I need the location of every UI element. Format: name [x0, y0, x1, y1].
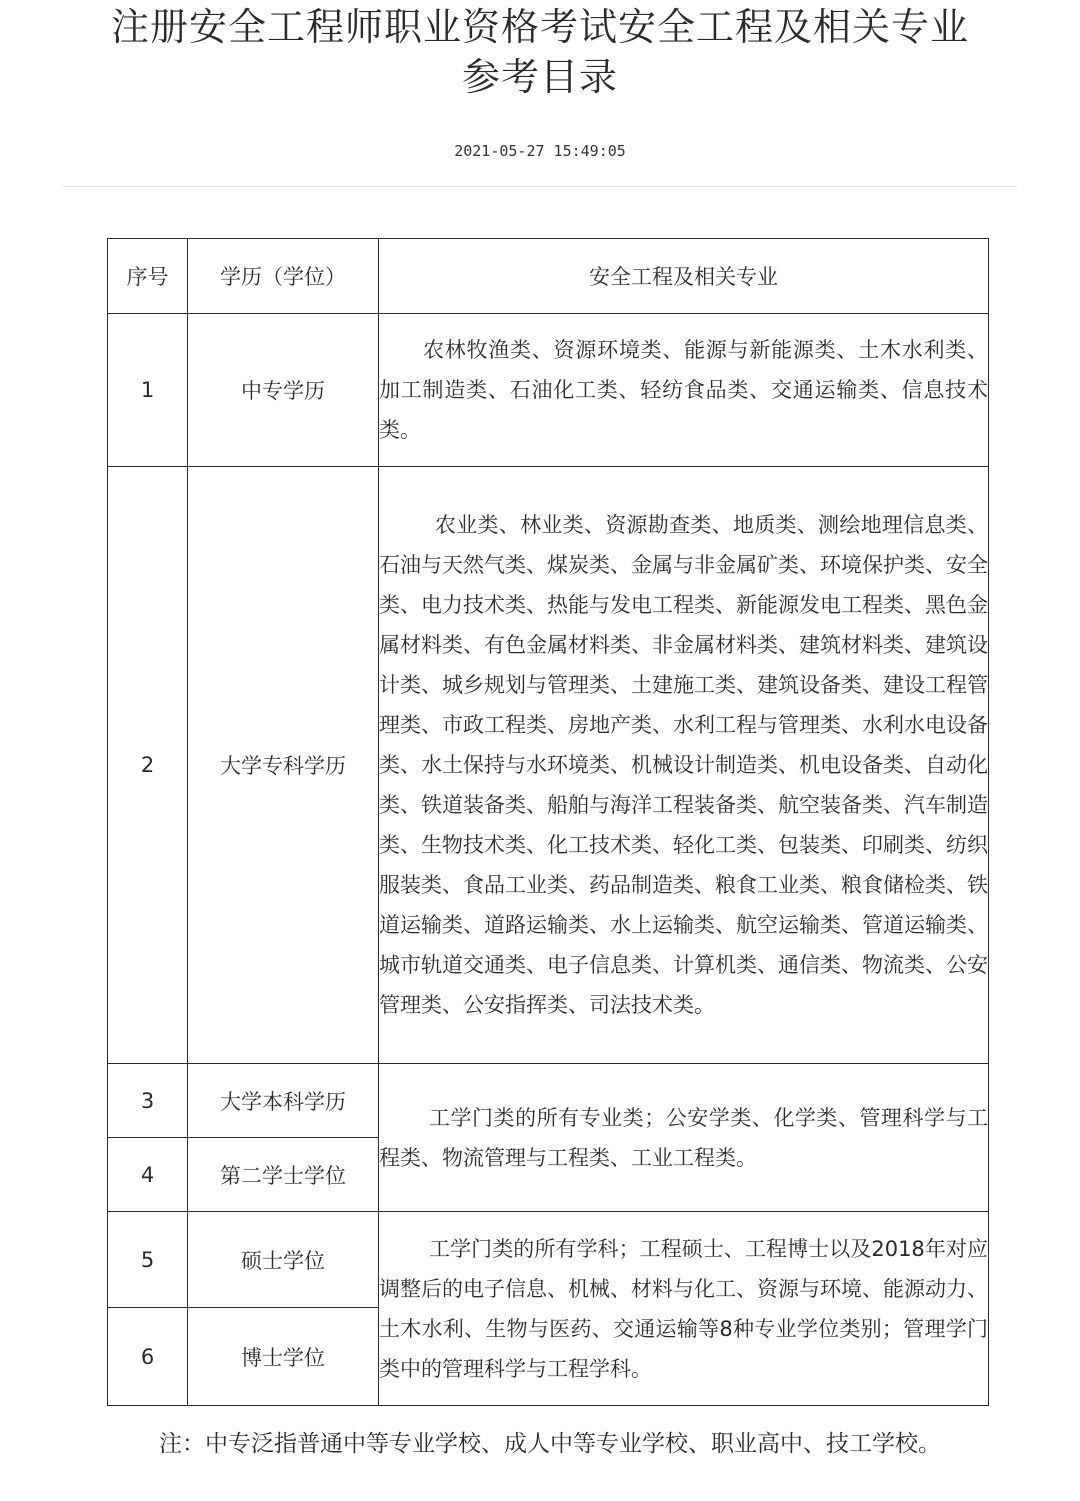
row-majors: 农林牧渔类、资源环境类、能源与新能源类、土木水利类、加工制造类、石油化工类、轻纺食品类、交通运输类、信息技术类。 [379, 338, 988, 442]
row-education: 大学本科学历 [188, 1064, 379, 1138]
publish-timestamp: 2021-05-27 15:49:05 [454, 142, 626, 160]
header-no: 序号 [108, 239, 188, 314]
page-title-line1: 注册安全工程师职业资格考试安全工程及相关专业 [110, 5, 969, 49]
page-title-line2: 参考目录 [461, 55, 618, 99]
row-no: 3 [108, 1064, 188, 1138]
row-education: 中专学历 [188, 314, 379, 467]
row-majors: 农业类、林业类、资源勘查类、地质类、测绘地理信息类、石油与天然气类、煤炭类、金属与非金属矿类、环境保护类、安全类、电力技术类、热能与发电工程类、新能源发电工程类、黑色金属材料类、有色金属材料类、非金属材料类、建筑材料类、建筑设计类、城乡规划与管理类、土建施工类、建筑设备类、建设工程管理类、市政工程类、房地产类、水利工程与管理类、水利水电设备类、水土保持与水环境类、机械设计制造类、机电设备类、自动化类、铁道装备类、船舶与海洋工程装备类、航空装备类、汽车制造类、生物技术类、化工技术类、轻化工类、包装类、印刷类、纺织服装类、食品工业类、药品制造类、粮食工业类、粮食储检类、铁道运输类、道路运输类、水上运输类、航空运输类、管道运输类、城市轨道交通类、电子信息类、计算机类、通信类、物流类、公安管理类、公安指挥类、司法技术类。 [379, 513, 988, 1017]
header-education: 学历（学位） [188, 239, 379, 314]
table-row [108, 1064, 989, 1138]
table-row [108, 467, 989, 1064]
row-majors-cell [379, 1064, 989, 1212]
header-divider [62, 186, 1017, 187]
row-no: 5 [108, 1212, 188, 1308]
row-no: 1 [108, 314, 188, 467]
row-majors-cell [379, 314, 989, 467]
header-majors: 安全工程及相关专业 [379, 239, 989, 314]
row-no: 4 [108, 1138, 188, 1212]
row-education: 大学专科学历 [188, 467, 379, 1064]
row-majors-cell [379, 467, 989, 1064]
row-no: 6 [108, 1308, 188, 1406]
row-education: 硕士学位 [188, 1212, 379, 1308]
table-row [108, 1212, 989, 1308]
table-header-row [108, 239, 989, 314]
table-row [108, 314, 989, 467]
row-majors: 工学门类的所有专业类；公安学类、化学类、管理科学与工程类、物流管理与工程类、工业工程类。 [379, 1105, 988, 1170]
footnote: 注：中专泛指普通中等专业学校、成人中等专业学校、职业高中、技工学校。 [159, 1431, 941, 1457]
row-education: 博士学位 [188, 1308, 379, 1406]
row-no: 2 [108, 467, 188, 1064]
row-majors: 工学门类的所有学科；工程硕士、工程博士以及2018年对应调整后的电子信息、机械、材料与化工、资源与环境、能源动力、土木水利、生物与医药、交通运输等8种专业学位类别；管理学门类中的管理科学与工程学科。 [379, 1236, 988, 1381]
majors-table [107, 238, 989, 1406]
row-education: 第二学士学位 [188, 1138, 379, 1212]
row-majors-cell [379, 1212, 989, 1406]
